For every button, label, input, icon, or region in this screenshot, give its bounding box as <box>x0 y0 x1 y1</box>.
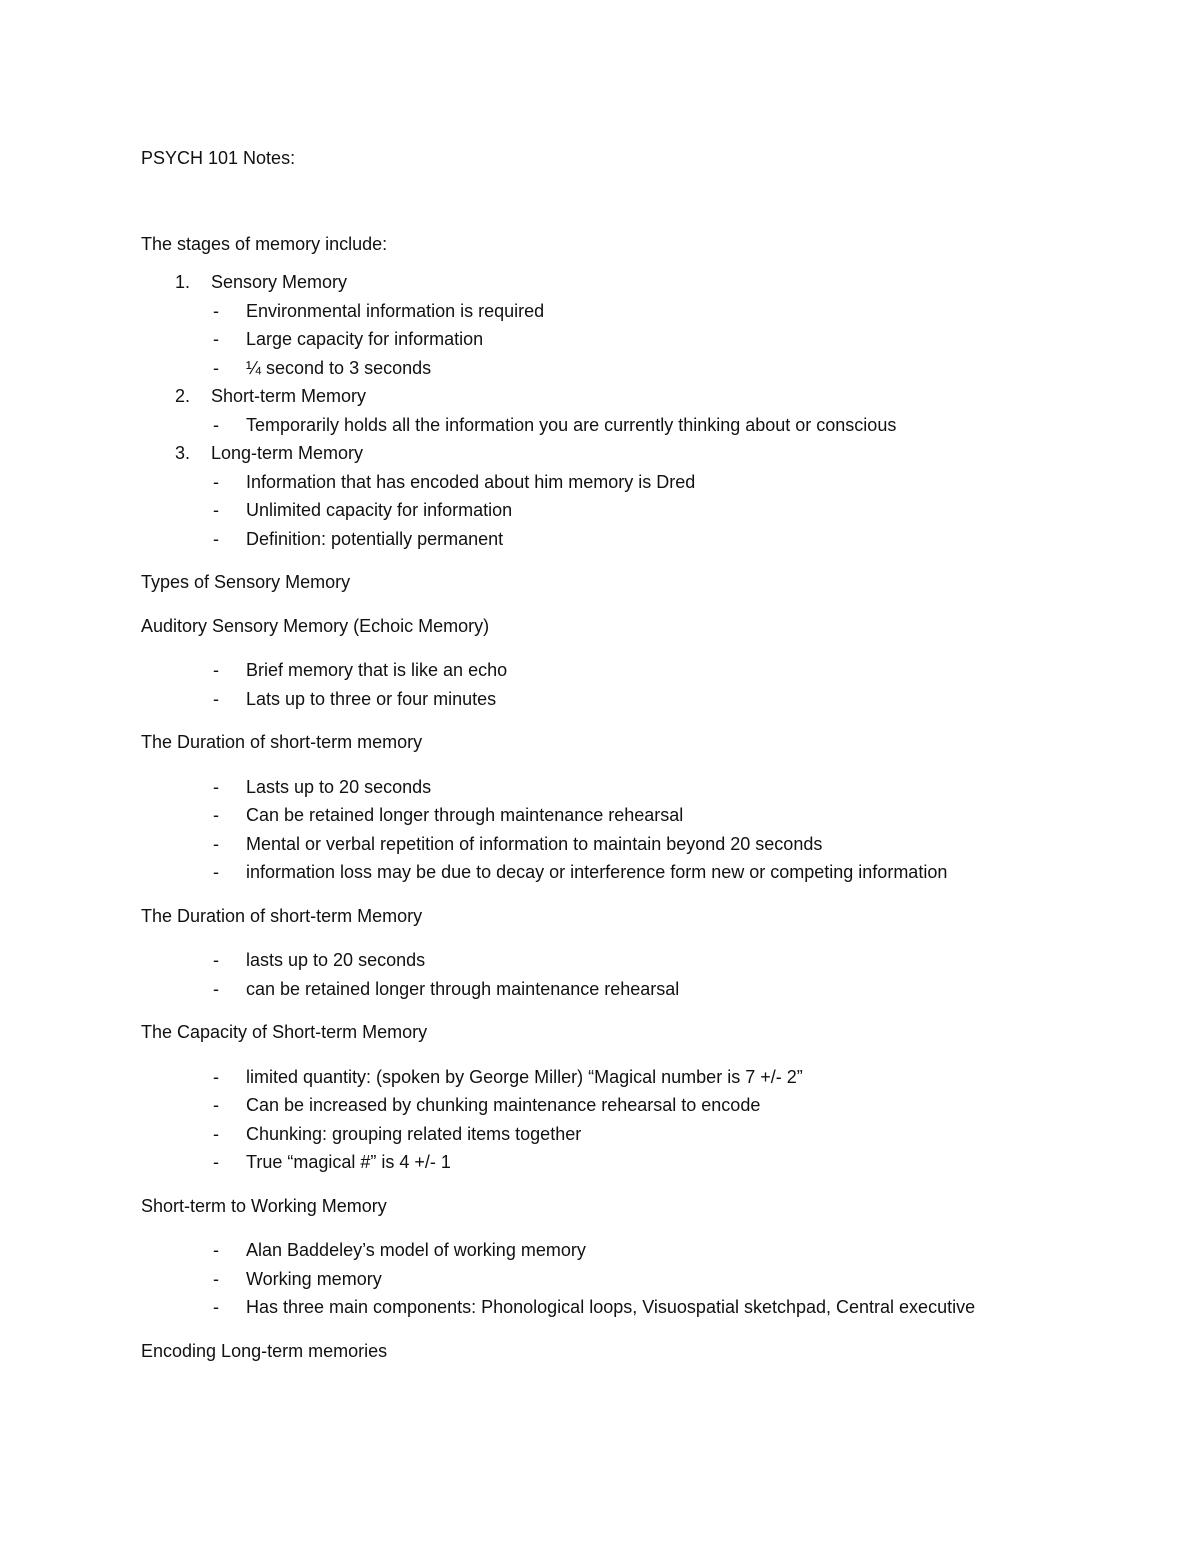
section-bullets <box>141 1236 1101 1322</box>
bullet-text: limited quantity: (spoken by George Miller) “Magical number is 7 +/- 2” <box>246 1066 803 1087</box>
dash-marker: - <box>213 1066 219 1087</box>
page-title: PSYCH 101 Notes: <box>141 148 296 168</box>
stage-number: 2. <box>175 386 191 406</box>
stages-list <box>141 268 1101 553</box>
list-item <box>141 975 1101 1004</box>
list-item <box>141 830 1101 859</box>
list-item <box>141 773 1101 802</box>
list-item <box>141 468 1101 497</box>
stage-bullets <box>211 468 1101 554</box>
stage-bullets <box>211 411 1101 440</box>
list-item <box>141 1236 1101 1265</box>
dash-marker: - <box>213 950 219 970</box>
bullet-text: Brief memory that is like an echo <box>246 660 508 680</box>
bullet-text: Chunking: grouping related items together <box>246 1123 582 1144</box>
stage-number: 3. <box>175 443 191 463</box>
list-item <box>141 656 1101 685</box>
stage-item <box>141 382 1101 439</box>
bullet-text: Alan Baddeley’s model of working memory <box>246 1240 586 1260</box>
section-bullets <box>141 1063 1101 1177</box>
list-item <box>141 496 1101 525</box>
bullet-text: Working memory <box>246 1268 382 1289</box>
list-item <box>141 946 1101 975</box>
dash-marker: - <box>213 978 219 999</box>
list-item <box>141 1265 1101 1294</box>
stage-item <box>141 268 1101 382</box>
stage-label: Long-term Memory <box>211 443 364 463</box>
list-item <box>141 685 1101 714</box>
bullet-text: Unlimited capacity for information <box>246 500 513 520</box>
notes-page <box>141 144 1101 1365</box>
dash-marker: - <box>213 833 219 854</box>
section-bullets <box>141 773 1101 887</box>
list-item <box>141 1293 1101 1322</box>
bullet-text: Mental or verbal repetition of information to maintain beyond 20 seconds <box>246 833 823 854</box>
dash-marker: - <box>213 1123 219 1144</box>
list-item <box>141 354 1101 383</box>
dash-marker: - <box>213 1095 219 1115</box>
dash-marker: - <box>213 660 219 680</box>
dash-marker: - <box>213 1240 219 1260</box>
bullet-text: ¼ second to 3 seconds <box>246 357 432 378</box>
bullet-text: information loss may be due to decay or interference form new or competing information <box>246 862 948 882</box>
list-item <box>141 858 1101 887</box>
list-item <box>141 1148 1101 1177</box>
bullet-text: Definition: potentially permanent <box>246 528 504 549</box>
list-item <box>141 525 1101 554</box>
list-item <box>141 411 1101 440</box>
bullet-text: Large capacity for information <box>246 329 484 349</box>
stage-number: 1. <box>175 272 191 292</box>
section-heading-final: Encoding Long-term memories <box>141 1340 388 1361</box>
dash-marker: - <box>213 300 219 321</box>
bullet-text: Temporarily holds all the information you are currently thinking about or conscious <box>246 414 897 435</box>
section-bullets <box>141 656 1101 713</box>
dash-marker: - <box>213 805 219 825</box>
dash-marker: - <box>213 1152 219 1172</box>
dash-marker: - <box>213 329 219 349</box>
stage-bullets <box>211 297 1101 383</box>
dash-marker: - <box>213 1268 219 1289</box>
dash-marker: - <box>213 688 219 709</box>
list-item <box>141 1063 1101 1092</box>
dash-marker: - <box>213 500 219 520</box>
bullet-text: Can be retained longer through maintenance rehearsal <box>246 805 684 825</box>
bullet-text: Can be increased by chunking maintenance rehearsal to encode <box>246 1095 761 1115</box>
list-item <box>141 801 1101 830</box>
section-bullets <box>141 946 1101 1003</box>
bullet-text: True “magical #” is 4 +/- 1 <box>246 1152 451 1172</box>
bullet-text: can be retained longer through maintenance rehearsal <box>246 978 680 999</box>
dash-marker: - <box>213 357 219 378</box>
bullet-text: Lats up to three or four minutes <box>246 688 497 709</box>
dash-marker: - <box>213 1297 219 1317</box>
dash-marker: - <box>213 471 219 492</box>
bullet-text: Environmental information is required <box>246 300 545 321</box>
bullet-text: Has three main components: Phonological loops, Visuospatial sketchpad, Central executive <box>246 1297 976 1317</box>
section-heading: The Duration of short-term Memory <box>141 905 423 926</box>
stage-label: Short-term Memory <box>211 386 367 406</box>
dash-marker: - <box>213 414 219 435</box>
stage-label: Sensory Memory <box>211 272 348 292</box>
list-item <box>141 297 1101 326</box>
section-heading: The Duration of short-term memory <box>141 732 423 752</box>
section-heading: The Capacity of Short-term Memory <box>141 1022 428 1042</box>
intro-line: The stages of memory include: <box>141 233 388 254</box>
dash-marker: - <box>213 776 219 797</box>
stage-item <box>141 439 1101 553</box>
list-item <box>141 1091 1101 1120</box>
section-heading-types: Types of Sensory Memory <box>141 572 351 592</box>
dash-marker: - <box>213 862 219 882</box>
bullet-text: Lasts up to 20 seconds <box>246 776 432 797</box>
section-heading: Short-term to Working Memory <box>141 1195 387 1216</box>
section-heading: Auditory Sensory Memory (Echoic Memory) <box>141 615 490 636</box>
list-item <box>141 325 1101 354</box>
list-item <box>141 1120 1101 1149</box>
dash-marker: - <box>213 528 219 549</box>
bullet-text: lasts up to 20 seconds <box>246 950 426 970</box>
bullet-text: Information that has encoded about him memory is Dred <box>246 471 696 492</box>
